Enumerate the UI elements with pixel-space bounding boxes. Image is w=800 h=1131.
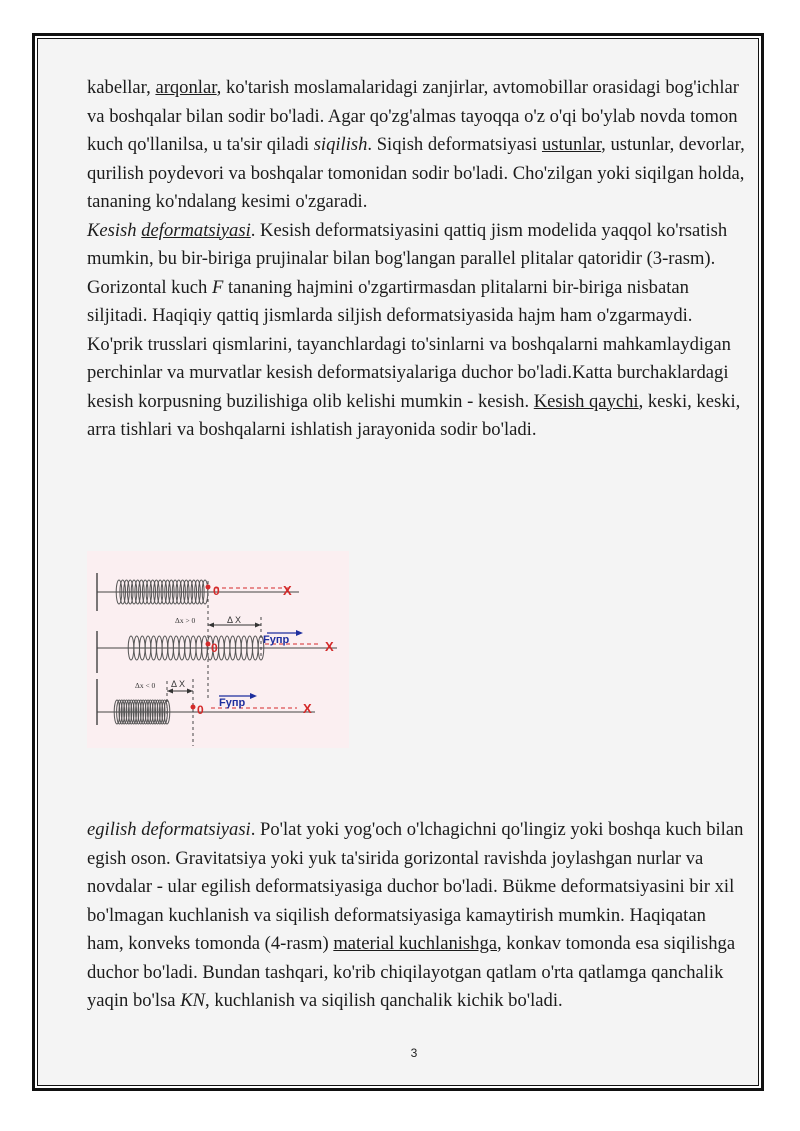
text-block-top (87, 74, 747, 445)
text-run: , ko'tarish moslamalaridagi zanjirlar, avtomobillar orasidagi bog'ichlar va boshqalar bilan sodir bo'ladi. Agar qo'zg'almas tayoqqa o'z o'qi bo'ylab novda tomon kuch qo'llanilsa, u ta'sir qiladi (87, 77, 739, 155)
hyperlink[interactable]: ustunlar (541, 134, 602, 155)
axis-label-x-1: X (283, 583, 292, 598)
origin-dot-1 (206, 585, 211, 590)
hyperlink[interactable]: deformatsiyasi (141, 219, 251, 241)
page-number: 3 (410, 1046, 418, 1060)
text-run: . Kesish deformatsiyasini qattiq jism modelida yaqqol ko'rsatish mumkin, bu bir-biriga prujinalar bilan bog'langan parallel plitalar qatoridir (3-rasm). Gorizontal kuch (87, 219, 728, 298)
paragraph (87, 74, 747, 217)
hyperlink[interactable]: material kuchlanishga (333, 933, 497, 954)
hyperlink[interactable]: arqonlar (155, 77, 217, 98)
text-run: . Siqish deformatsiyasi (367, 134, 542, 155)
force-label-1: Fупр (263, 634, 290, 646)
axis-label-x-2: X (325, 639, 334, 654)
dx-negative-label: Δx < 0 (135, 681, 156, 690)
origin-dot-3 (191, 705, 196, 710)
text-run: F (211, 276, 224, 298)
paragraph (87, 816, 747, 1016)
force-label-2: Fупр (219, 697, 246, 709)
text-run: KN (180, 990, 206, 1011)
text-run: , kuchlanish va siqilish qanchalik kichik bo'ladi. (205, 990, 563, 1011)
text-run: , ustunlar, devorlar, qurilish poydevori va boshqalar tomonidan sodir bo'ladi. Cho'zilgan yoki siqilgan holda, tananing ko'ndalang kesimi o'zgaradi. (87, 134, 745, 212)
text-block-bottom (87, 816, 747, 1016)
axis-label-x-3: X (303, 701, 312, 716)
origin-dot-2 (206, 642, 211, 647)
origin-label-1: 0 (213, 584, 220, 598)
paragraph (87, 217, 747, 445)
text-run: . Po'lat yoki yog'och o'lchagichni qo'lingiz yoki boshqa kuch bilan egish oson. Gravitatsiya yoki yuk ta'sirida gorizontal ravishda joylashgan nurlar va novdalar - ular egilish deformatsiyasiga duchor bo'ladi. Bükme deformatsiyasini bir xil bo'lmagan kuchlanish va siqilish deformatsiyasiga kamaytirish mumkin. Haqiqatan ham, konveks tomonda (4-rasm) (87, 819, 744, 954)
dx-label-2: Δ X (171, 679, 186, 689)
text-run: egilish deformatsiyasi (87, 819, 251, 840)
origin-label-3: 0 (197, 703, 204, 717)
origin-label-2: 0 (211, 641, 218, 655)
hyperlink[interactable]: Kesish qaychi (533, 390, 639, 412)
spring-diagram-svg (87, 551, 349, 748)
dx-positive-label: Δx > 0 (175, 616, 196, 625)
dx-label-1: Δ X (227, 615, 242, 625)
text-run: , konkav tomonda esa siqilishga duchor bo'ladi. Bundan tashqari, ko'rib chiqilayotgan qatlam o'rta qatlamga qanchalik yaqin bo'lsa (87, 933, 736, 1011)
text-run: kabellar, (87, 77, 156, 98)
figure-spring-deformation (87, 551, 349, 748)
text-run: Kesish (87, 219, 142, 241)
text-run: , keski, keski, arra tishlari va boshqalarni ishlatish jarayonida sodir bo'ladi. (87, 390, 741, 440)
text-run: tananing hajmini o'zgartirmasdan plitalarni bir-biriga nisbatan siljitadi. Haqiqiy qattiq jismlarda siljish deformatsiyasida hajm ham o'zgarmaydi. Ko'prik trusslari qismlarini, tayanchlardagi to'sinlarni va boshqalarni mahkamlaydigan perchinlar va murvatlar kesish deformatsiyalariga duchor bo'ladi.Katta burchaklardagi kesish korpusning buzilishiga olib kelishi mumkin - kesish. (87, 276, 731, 412)
text-run: siqilish (313, 134, 368, 155)
